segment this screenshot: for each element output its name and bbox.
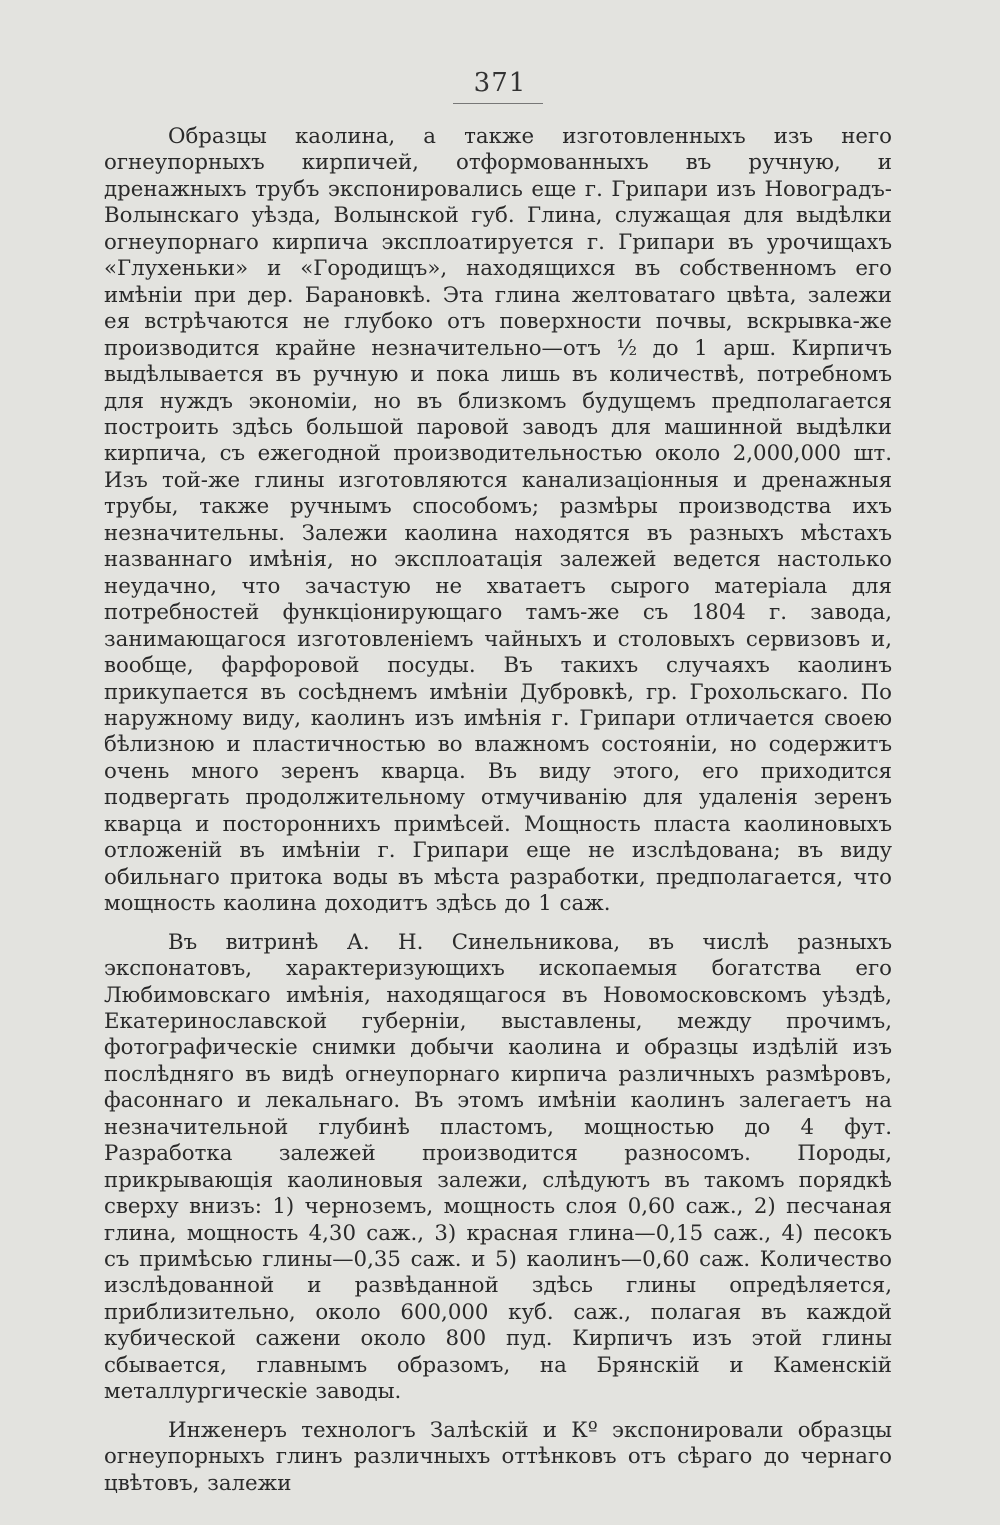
paragraph-zaleski-clays: Инженеръ технологъ Залѣскій и Кº экспонировали образцы огнеупорныхъ глинъ различныхъ оттѣнковъ отъ сѣраго до чернаго цвѣтовъ, залежи bbox=[104, 1417, 892, 1496]
paragraph-sinelnikov-showcase: Въ витринѣ А. Н. Синельникова, въ числѣ разныхъ экспонатовъ, характеризующихъ ископаемыя богатства его Любимовскаго имѣнія, находящагося въ Новомосковскомъ уѣздѣ, Екатеринославской губерніи, выставлены, между прочимъ, фотографическіе снимки добычи каолина и образцы издѣлій изъ послѣдняго въ видѣ огнеупорнаго кирпича различныхъ размѣровъ, фасоннаго и лекальнаго. Въ этомъ имѣніи каолинъ залегаетъ на незначительной глубинѣ пластомъ, мощностью до 4 фут. Разработка залежей производится разносомъ. Породы, прикрывающія каолиновыя залежи, слѣдуютъ въ такомъ порядкѣ сверху внизъ: 1) черноземъ, мощность слоя 0,60 саж., 2) песчаная глина, мощность 4,30 саж., 3) красная глина—0,15 саж., 4) песокъ съ примѣсью глины—0,35 саж. и 5) каолинъ—0,60 саж. Количество изслѣдованной и развѣданной здѣсь глины опредѣляется, приблизительно, около 600,000 куб. саж., полагая въ каждой кубической сажени около 800 пуд. Кирпичъ изъ этой глины сбывается, главнымъ образомъ, на Брянскій и Каменскій металлургическіе заводы. bbox=[104, 929, 892, 1405]
page-number: 371 bbox=[473, 68, 527, 98]
page-number-rule bbox=[453, 103, 543, 104]
paragraph-gripari-kaolin: Образцы каолина, а также изготовленныхъ изъ него огнеупорныхъ кирпичей, отформованныхъ въ ручную, и дренажныхъ трубъ экспонировались еще г. Грипари изъ Новоградъ-Волынскаго уѣзда, Волынской губ. Глина, служащая для выдѣлки огнеупорнаго кирпича эксплоатируется г. Грипари въ урочищахъ «Глухеньки» и «Городищъ», находящихся въ собственномъ его имѣніи при дер. Барановкѣ. Эта глина желтоватаго цвѣта, залежи ея встрѣчаются не глубоко отъ поверхности почвы, вскрывка-же производится крайне незначительно—отъ ½ до 1 арш. Кирпичъ выдѣлывается въ ручную и пока лишь въ количествѣ, потребномъ для нуждъ экономіи, но въ близкомъ будущемъ предполагается построить здѣсь большой паровой заводъ для машинной выдѣлки кирпича, съ ежегодной производительностью около 2,000,000 шт. Изъ той-же глины изготовляются канализаціонныя и дренажныя трубы, также ручнымъ способомъ; размѣры производства ихъ незначительны. Залежи каолина находятся въ разныхъ мѣстахъ названнаго имѣнія, но эксплоатація залежей ведется настолько неудачно, что зачастую не хватаетъ сырого матеріала для потребностей функціонирующаго тамъ-же съ 1804 г. завода, занимающагося изготовленіемъ чайныхъ и столовыхъ сервизовъ и, вообще, фарфоровой посуды. Въ такихъ случаяхъ каолинъ прикупается въ сосѣднемъ имѣніи Дубровкѣ, гр. Грохольскаго. По наружному виду, каолинъ изъ имѣнія г. Грипари отличается своею бѣлизною и пластичностью во влажномъ состояніи, но содержитъ очень много зеренъ кварца. Въ виду этого, его приходится подвергать продолжительному отмучиванію для удаленія зеренъ кварца и постороннихъ примѣсей. Мощность пласта каолиновыхъ отложеній въ имѣніи г. Грипари еще не изслѣдована; въ виду обильнаго притока воды въ мѣста разработки, предполагается, что мощность каолина доходитъ здѣсь до 1 саж. bbox=[104, 124, 892, 917]
body-text bbox=[104, 124, 892, 1497]
